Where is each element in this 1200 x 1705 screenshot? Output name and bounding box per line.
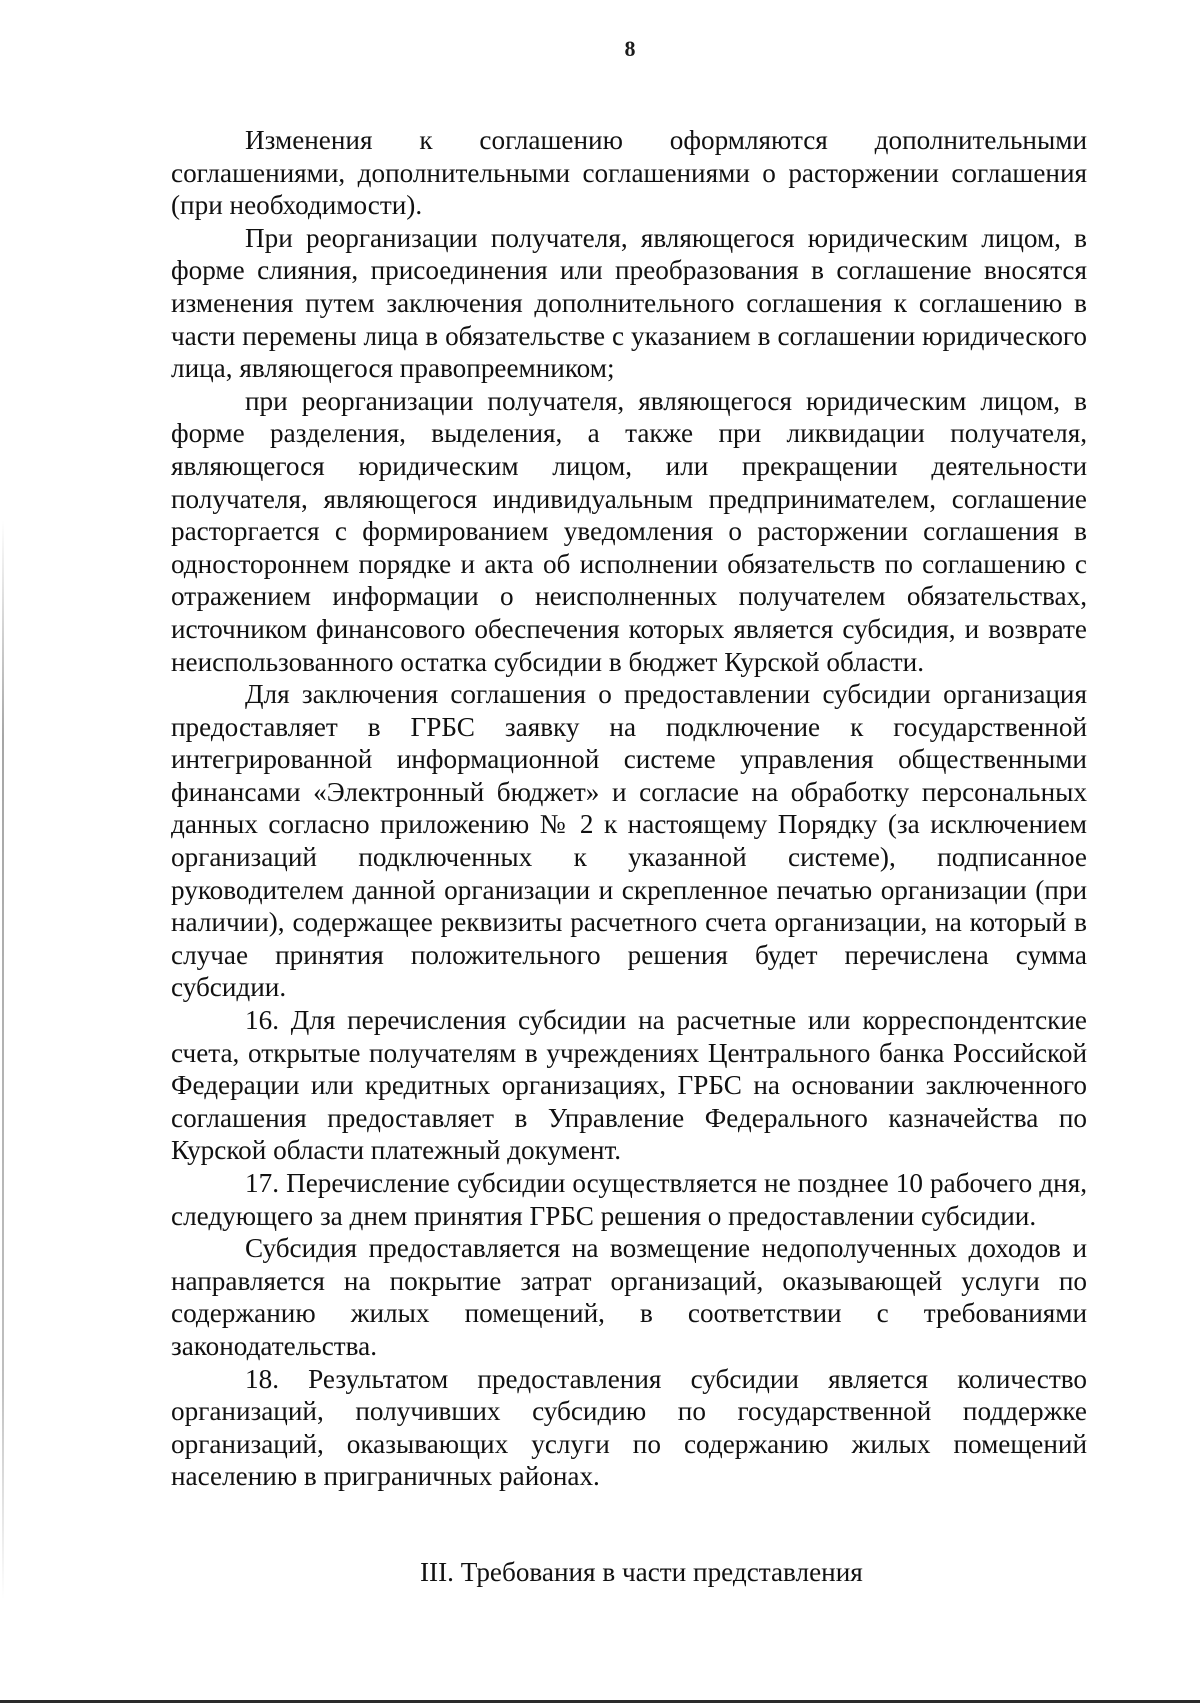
paragraph-application-electronic-budget: Для заключения соглашения о предоставлении субсидии организация предоставляет в ГРБС заявку на подключение к государственной интегрированной информационной системе управления общественными финансами «Электронный бюджет» и согласие на обработку персональных данных согласно приложению № 2 к настоящему Порядку (за исключением организаций подключенных к указанной системе), подписанное руководителем данной организации и скрепленное печатью организации (при наличии), содержащее реквизиты расчетного счета организации, на который в случае принятия положительного решения будет перечислена сумма субсидии. bbox=[171, 679, 1087, 1003]
document-body bbox=[171, 124, 1087, 1493]
paragraph-item-17: 17. Перечисление субсидии осуществляется не позднее 10 рабочего дня, следующего за днем принятия ГРБС решения о предоставлении субсидии. bbox=[171, 1168, 1087, 1231]
page-number: 8 bbox=[624, 36, 636, 61]
paragraph-subsidy-purpose: Субсидия предоставляется на возмещение недополученных доходов и направляется на покрытие затрат организаций, оказывающей услуги по содержанию жилых помещений, в соответствии с требованиями законодательства. bbox=[171, 1233, 1087, 1361]
scan-edge-bottom bbox=[0, 1700, 1200, 1703]
section-heading: III. Требования в части представления bbox=[420, 1557, 863, 1587]
scan-edge-left bbox=[2, 520, 4, 1600]
paragraph-reorganization-merger: При реорганизации получателя, являющегося юридическим лицом, в форме слияния, присоединения или преобразования в соглашение вносятся изменения путем заключения дополнительного соглашения к соглашению в части перемены лица в обязательстве с указанием в соглашении юридического лица, являющегося правопреемником; bbox=[171, 222, 1087, 384]
paragraph-item-16: 16. Для перечисления субсидии на расчетные или корреспондентские счета, открытые получателям в учреждениях Центрального банка Российской Федерации или кредитных организациях, ГРБС на основании заключенного соглашения предоставляет в Управление Федерального казначейства по Курской области платежный документ. bbox=[171, 1005, 1087, 1166]
paragraph-reorganization-division: при реорганизации получателя, являющегося юридическим лицом, в форме разделения, выделения, а также при ликвидации получателя, являющегося юридическим лицом, или прекращении деятельности получателя, являющегося индивидуальным предпринимателем, соглашение расторгается с формированием уведомления о расторжении соглашения в одностороннем порядке и акта об исполнении обязательств по соглашению с отражением информации о неисполненных получателем обязательствах, источником финансового обеспечения которых является субсидия, и возврате неиспользованного остатка субсидии в бюджет Курской области. bbox=[171, 385, 1087, 677]
paragraph-item-18: 18. Результатом предоставления субсидии является количество организаций, получивших субсидию по государственной поддержке организаций, оказывающих услуги по содержанию жилых помещений населению в приграничных районах. bbox=[171, 1363, 1087, 1492]
paragraph-amendments: Изменения к соглашению оформляются дополнительными соглашениями, дополнительными соглашениями о расторжении соглашения (при необходимости). bbox=[171, 125, 1087, 221]
